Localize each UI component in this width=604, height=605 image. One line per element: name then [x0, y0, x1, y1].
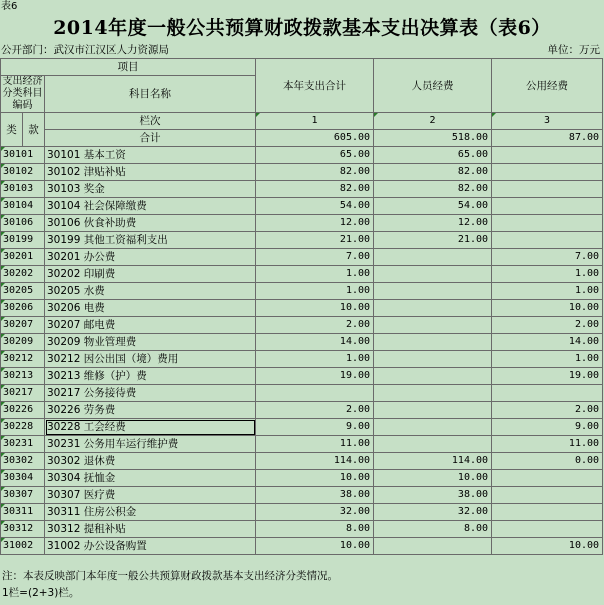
row-code[interactable]: 30311 — [1, 504, 45, 521]
row-code[interactable]: 30206 — [1, 300, 45, 317]
row-name[interactable]: 30201 办公费 — [45, 249, 256, 266]
row-personnel[interactable] — [374, 538, 492, 555]
row-name[interactable]: 30207 邮电费 — [45, 317, 256, 334]
row-code[interactable]: 30228 — [1, 419, 45, 436]
row-personnel[interactable] — [374, 249, 492, 266]
row-total[interactable] — [256, 385, 374, 402]
row-public[interactable]: 19.00 — [492, 368, 603, 385]
row-personnel[interactable] — [374, 368, 492, 385]
row-name[interactable]: 30103 奖金 — [45, 181, 256, 198]
row-personnel[interactable] — [374, 283, 492, 300]
row-public[interactable]: 7.00 — [492, 249, 603, 266]
header-name[interactable]: 科目名称 — [45, 76, 256, 113]
row-public[interactable]: 10.00 — [492, 300, 603, 317]
header-project[interactable]: 项目 — [1, 59, 256, 76]
row-code[interactable]: 30106 — [1, 215, 45, 232]
row-name[interactable]: 30104 社会保障缴费 — [45, 198, 256, 215]
row-total[interactable]: 2.00 — [256, 402, 374, 419]
row-public[interactable] — [492, 181, 603, 198]
row-public[interactable] — [492, 470, 603, 487]
row-personnel[interactable] — [374, 351, 492, 368]
row-name[interactable]: 30228 工会经费 — [45, 419, 256, 436]
lan-2[interactable]: 2 — [374, 113, 492, 130]
row-public[interactable]: 2.00 — [492, 317, 603, 334]
row-code[interactable]: 30212 — [1, 351, 45, 368]
table-row — [1, 249, 603, 266]
row-public[interactable] — [492, 504, 603, 521]
row-total[interactable]: 10.00 — [256, 470, 374, 487]
row-code[interactable]: 30209 — [1, 334, 45, 351]
table-row — [1, 538, 603, 555]
row-total[interactable]: 82.00 — [256, 164, 374, 181]
sheet-tab-label: 表6 — [1, 1, 18, 12]
row-name[interactable]: 30231 公务用车运行维护费 — [45, 436, 256, 453]
table-row — [1, 351, 603, 368]
row-name[interactable]: 30307 医疗费 — [45, 487, 256, 504]
row-name[interactable]: 30106 伙食补助费 — [45, 215, 256, 232]
total-personnel[interactable]: 518.00 — [374, 130, 492, 147]
table-row — [1, 215, 603, 232]
table-row — [1, 453, 603, 470]
row-personnel[interactable] — [374, 334, 492, 351]
table-row — [1, 470, 603, 487]
row-public[interactable] — [492, 232, 603, 249]
header-public[interactable]: 公用经费 — [492, 59, 603, 113]
row-name[interactable]: 30311 住房公积金 — [45, 504, 256, 521]
row-total[interactable]: 32.00 — [256, 504, 374, 521]
expenditure-table — [0, 58, 603, 555]
header-code[interactable]: 支出经济分类科目编码 — [2, 76, 43, 111]
row-public[interactable]: 10.00 — [492, 538, 603, 555]
row-total[interactable]: 1.00 — [256, 266, 374, 283]
row-public[interactable] — [492, 385, 603, 402]
header-personnel[interactable]: 人员经费 — [374, 59, 492, 113]
row-code[interactable]: 30199 — [1, 232, 45, 249]
row-code[interactable]: 30226 — [1, 402, 45, 419]
row-name[interactable]: 30226 劳务费 — [45, 402, 256, 419]
row-name[interactable]: 30312 提租补贴 — [45, 521, 256, 538]
table-row — [1, 198, 603, 215]
row-code[interactable]: 30205 — [1, 283, 45, 300]
row-total[interactable]: 7.00 — [256, 249, 374, 266]
table-row — [1, 317, 603, 334]
row-personnel[interactable]: 82.00 — [374, 181, 492, 198]
table-row — [1, 181, 603, 198]
row-public[interactable]: 11.00 — [492, 436, 603, 453]
row-public[interactable]: 14.00 — [492, 334, 603, 351]
table-row — [1, 300, 603, 317]
row-public[interactable] — [492, 487, 603, 504]
row-name[interactable]: 31002 办公设备购置 — [45, 538, 256, 555]
row-personnel[interactable] — [374, 402, 492, 419]
row-name[interactable]: 30199 其他工资福利支出 — [45, 232, 256, 249]
row-code[interactable]: 30101 — [1, 147, 45, 164]
row-personnel[interactable]: 114.00 — [374, 453, 492, 470]
header-kuan[interactable]: 款 — [23, 113, 45, 147]
row-code[interactable]: 30103 — [1, 181, 45, 198]
row-code[interactable]: 30312 — [1, 521, 45, 538]
page-title: 2014年度一般公共预算财政拨款基本支出决算表（表6） — [53, 17, 551, 39]
row-name[interactable]: 30206 电费 — [45, 300, 256, 317]
footnote-2: 1栏=(2+3)栏。 — [2, 587, 80, 599]
lan-1[interactable]: 1 — [256, 113, 374, 130]
row-name[interactable]: 30101 基本工资 — [45, 147, 256, 164]
row-public[interactable]: 1.00 — [492, 266, 603, 283]
table-row — [1, 283, 603, 300]
row-total[interactable]: 10.00 — [256, 300, 374, 317]
row-total[interactable]: 21.00 — [256, 232, 374, 249]
row-code[interactable]: 30307 — [1, 487, 45, 504]
row-personnel[interactable]: 65.00 — [374, 147, 492, 164]
row-personnel[interactable]: 12.00 — [374, 215, 492, 232]
table-row — [1, 504, 603, 521]
row-personnel[interactable]: 54.00 — [374, 198, 492, 215]
row-total[interactable]: 8.00 — [256, 521, 374, 538]
table-row — [1, 385, 603, 402]
row-total[interactable]: 9.00 — [256, 419, 374, 436]
row-name[interactable]: 30213 维修（护）费 — [45, 368, 256, 385]
row-total[interactable]: 19.00 — [256, 368, 374, 385]
lan-3[interactable]: 3 — [492, 113, 603, 130]
row-personnel[interactable] — [374, 317, 492, 334]
row-code[interactable]: 30207 — [1, 317, 45, 334]
unit-label: 单位：万元 — [547, 44, 600, 56]
meta-row — [0, 43, 604, 57]
row-personnel[interactable] — [374, 385, 492, 402]
row-public[interactable] — [492, 198, 603, 215]
row-name[interactable]: 30304 抚恤金 — [45, 470, 256, 487]
total-sum[interactable]: 605.00 — [256, 130, 374, 147]
row-name[interactable]: 30302 退休费 — [45, 453, 256, 470]
row-name[interactable]: 30209 物业管理费 — [45, 334, 256, 351]
row-name[interactable]: 30205 水费 — [45, 283, 256, 300]
header-lei[interactable]: 类 — [1, 113, 23, 147]
table-row — [1, 147, 603, 164]
row-code[interactable]: 31002 — [1, 538, 45, 555]
row-code[interactable]: 30104 — [1, 198, 45, 215]
table-row — [1, 419, 603, 436]
table-row — [1, 436, 603, 453]
table-row — [1, 164, 603, 181]
header-total[interactable]: 本年支出合计 — [256, 59, 374, 113]
row-total[interactable]: 10.00 — [256, 538, 374, 555]
row-total[interactable]: 54.00 — [256, 198, 374, 215]
row-name[interactable]: 30202 印刷费 — [45, 266, 256, 283]
row-personnel[interactable]: 8.00 — [374, 521, 492, 538]
row-name[interactable]: 30212 因公出国（境）费用 — [45, 351, 256, 368]
row-total[interactable]: 38.00 — [256, 487, 374, 504]
row-code[interactable]: 30201 — [1, 249, 45, 266]
row-public[interactable] — [492, 164, 603, 181]
row-name[interactable]: 30217 公务接待费 — [45, 385, 256, 402]
total-public[interactable]: 87.00 — [492, 130, 603, 147]
row-total[interactable]: 11.00 — [256, 436, 374, 453]
row-public[interactable]: 2.00 — [492, 402, 603, 419]
row-code[interactable]: 30102 — [1, 164, 45, 181]
dept-label: 公开部门：武汉市江汉区人力资源局 — [1, 44, 169, 56]
row-personnel[interactable] — [374, 266, 492, 283]
table-row — [1, 487, 603, 504]
table-row — [1, 334, 603, 351]
row-public[interactable]: 0.00 — [492, 453, 603, 470]
row-code[interactable]: 30304 — [1, 470, 45, 487]
row-personnel[interactable] — [374, 436, 492, 453]
row-personnel[interactable] — [374, 419, 492, 436]
header-lanci[interactable]: 栏次 — [45, 113, 256, 130]
row-code[interactable]: 30213 — [1, 368, 45, 385]
table-row — [1, 521, 603, 538]
footnote-1: 注：本表反映部门本年度一般公共预算财政拨款基本支出经济分类情况。 — [2, 570, 338, 582]
row-code[interactable]: 30217 — [1, 385, 45, 402]
row-personnel[interactable]: 38.00 — [374, 487, 492, 504]
row-code[interactable]: 30202 — [1, 266, 45, 283]
table-row — [1, 266, 603, 283]
row-public[interactable]: 9.00 — [492, 419, 603, 436]
row-public[interactable] — [492, 521, 603, 538]
row-code[interactable]: 30231 — [1, 436, 45, 453]
row-personnel[interactable] — [374, 300, 492, 317]
row-total[interactable]: 1.00 — [256, 283, 374, 300]
row-public[interactable]: 1.00 — [492, 283, 603, 300]
row-personnel[interactable]: 32.00 — [374, 504, 492, 521]
row-total[interactable]: 114.00 — [256, 453, 374, 470]
row-code[interactable]: 30302 — [1, 453, 45, 470]
row-total[interactable]: 1.00 — [256, 351, 374, 368]
table-row — [1, 402, 603, 419]
row-public[interactable] — [492, 147, 603, 164]
row-total[interactable]: 82.00 — [256, 181, 374, 198]
row-public[interactable]: 1.00 — [492, 351, 603, 368]
row-name[interactable]: 30102 津贴补贴 — [45, 164, 256, 181]
row-personnel[interactable]: 82.00 — [374, 164, 492, 181]
row-total[interactable]: 65.00 — [256, 147, 374, 164]
row-personnel[interactable]: 21.00 — [374, 232, 492, 249]
table-row — [1, 232, 603, 249]
row-total[interactable]: 14.00 — [256, 334, 374, 351]
row-total[interactable]: 2.00 — [256, 317, 374, 334]
row-public[interactable] — [492, 215, 603, 232]
total-label[interactable]: 合计 — [45, 130, 256, 147]
table-row — [1, 368, 603, 385]
row-personnel[interactable]: 10.00 — [374, 470, 492, 487]
row-total[interactable]: 12.00 — [256, 215, 374, 232]
